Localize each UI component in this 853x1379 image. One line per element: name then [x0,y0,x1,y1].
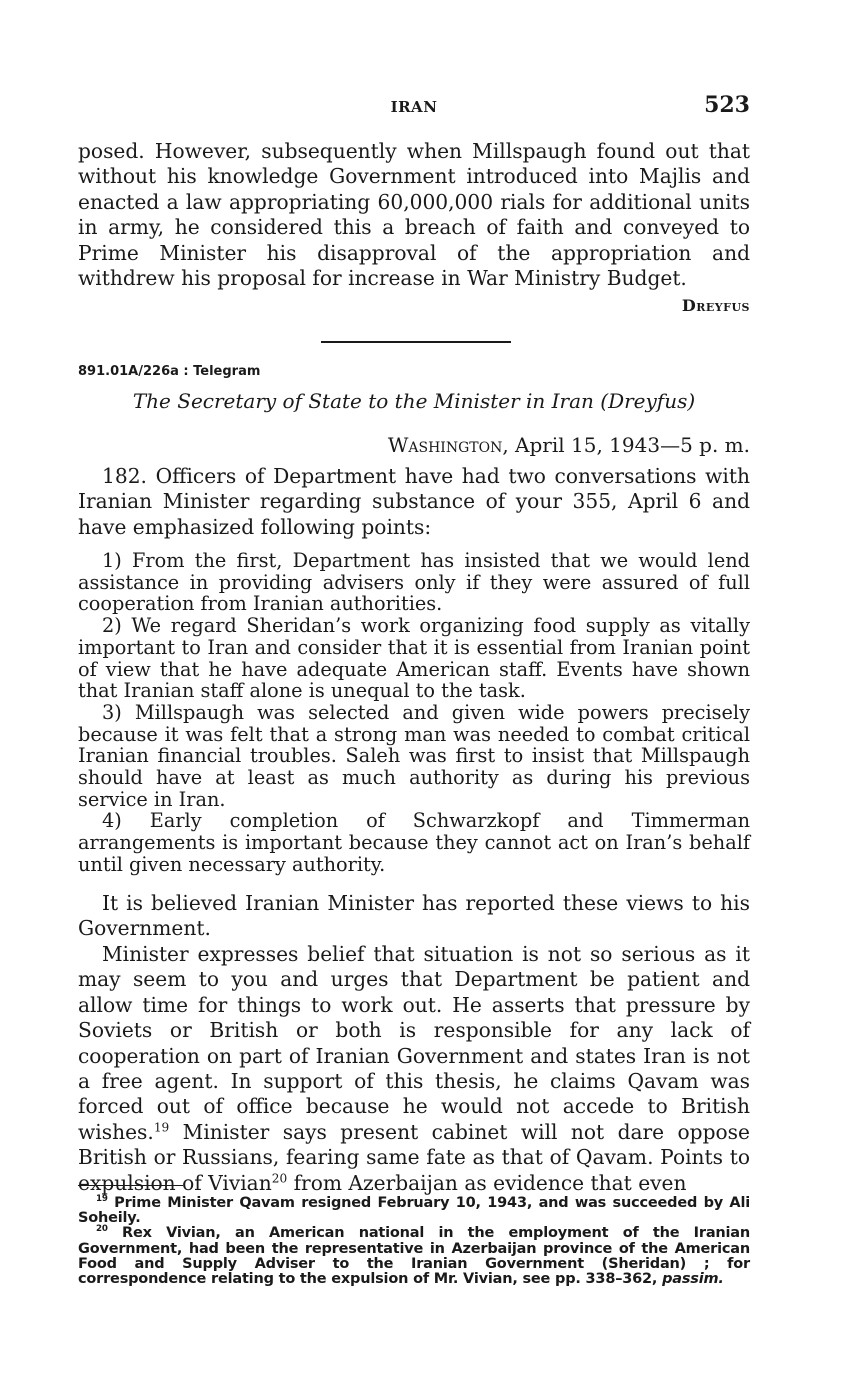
file-reference: 891.01A/226a : Telegram [78,364,261,379]
point-item: 4) Early completion of Schwarzkopf and Timmerman arrangements is important because they cannot act on Iran’s behalf until given necessary authority. [78,809,750,876]
minister-paragraph-part-2: Minister says present cabinet will not dare oppose British or Russians, fearing same fate as that of Qavam. Points to expulsion of Vivian [78,1119,750,1195]
page-number: 523 [704,92,750,118]
footnote-rule [78,1185,183,1186]
section-divider [321,341,511,343]
footnotes [78,1196,750,1287]
running-title: IRAN [390,98,438,116]
footnote-number: 19 [96,1194,108,1205]
footnote-number: 20 [96,1224,108,1235]
footnote-text: Rex Vivian, an American national in the employment of the Iranian Government, had been the representative in Azerbaijan province of the American Food and Supply Adviser to the Iranian Government (Sheridan) ; for correspondence relating to the expulsion of Mr. Vivian, see pp. 338–362, [78,1225,751,1288]
signature: Dreyfus [681,296,750,315]
running-head [78,92,750,122]
point-item: 1) From the first, Department has insisted that we would lend assistance in providing advisers only if they were assured of full cooperation from Iranian authorities. [78,549,750,616]
believed-paragraph: It is believed Iranian Minister has reported these views to his Government. [78,891,750,941]
footnote-20 [78,1226,750,1287]
points-list [78,550,750,876]
footnote-ref-19: 19 [153,1120,170,1135]
continuation-paragraph: posed. However, subsequently when Millspaugh found out that without his knowledge Government introduced into Majlis and enacted a law appropriating 60,000,000 rials for additional units in army, he considered this a breach of faith and conveyed to Prime Minister his disapproval of the appropriation and withdrew his proposal for increase in War Ministry Budget. [78,139,750,291]
document-title: The Secretary of State to the Minister in Iran (Dreyfus) [132,389,696,413]
footnote-19 [78,1196,750,1226]
point-item: 3) Millspaugh was selected and given wide powers precisely because it was felt that a strong man was needed to combat critical Iranian financial troubles. Saleh was first to insist that Millspaugh should have at least as much authority as during his previous service in Iran. [78,700,750,811]
dateline-place: Washington [387,433,503,457]
footnote-ref-20: 20 [271,1170,288,1185]
minister-paragraph-part-1: Minister expresses belief that situation is not so serious as it may seem to you and urges that Department be patient and allow time for things to work out. He asserts that pressure by Soviets or British or both is responsible for any lack of cooperation on part of Iranian Government and states Iran is not a free agent. In support of this thesis, he claims Qavam was forced out of office because he would not accede to British wishes. [78,942,750,1144]
footnote-italic-tail: passim. [662,1271,724,1288]
dateline-date: , April 15, 1943—5 p. m. [502,433,750,457]
footnote-text: Prime Minister Qavam resigned February 10, 1943, and was succeeded by Ali Soheily. [78,1195,750,1227]
point-item: 2) We regard Sheridan’s work organizing food supply as vitally important to Iran and consider that it is essential from Iranian point of view that he have adequate American staff. Events have shown that Iranian staff alone is unequal to the task. [78,614,750,703]
minister-paragraph [78,942,750,1196]
minister-paragraph-part-3: from Azerbaijan as evidence that even [287,1170,687,1195]
opening-paragraph: 182. Officers of Department have had two conversations with Iranian Minister regarding substance of your 355, April 6 and have emphasized following points: [78,464,750,539]
dateline [388,433,750,457]
